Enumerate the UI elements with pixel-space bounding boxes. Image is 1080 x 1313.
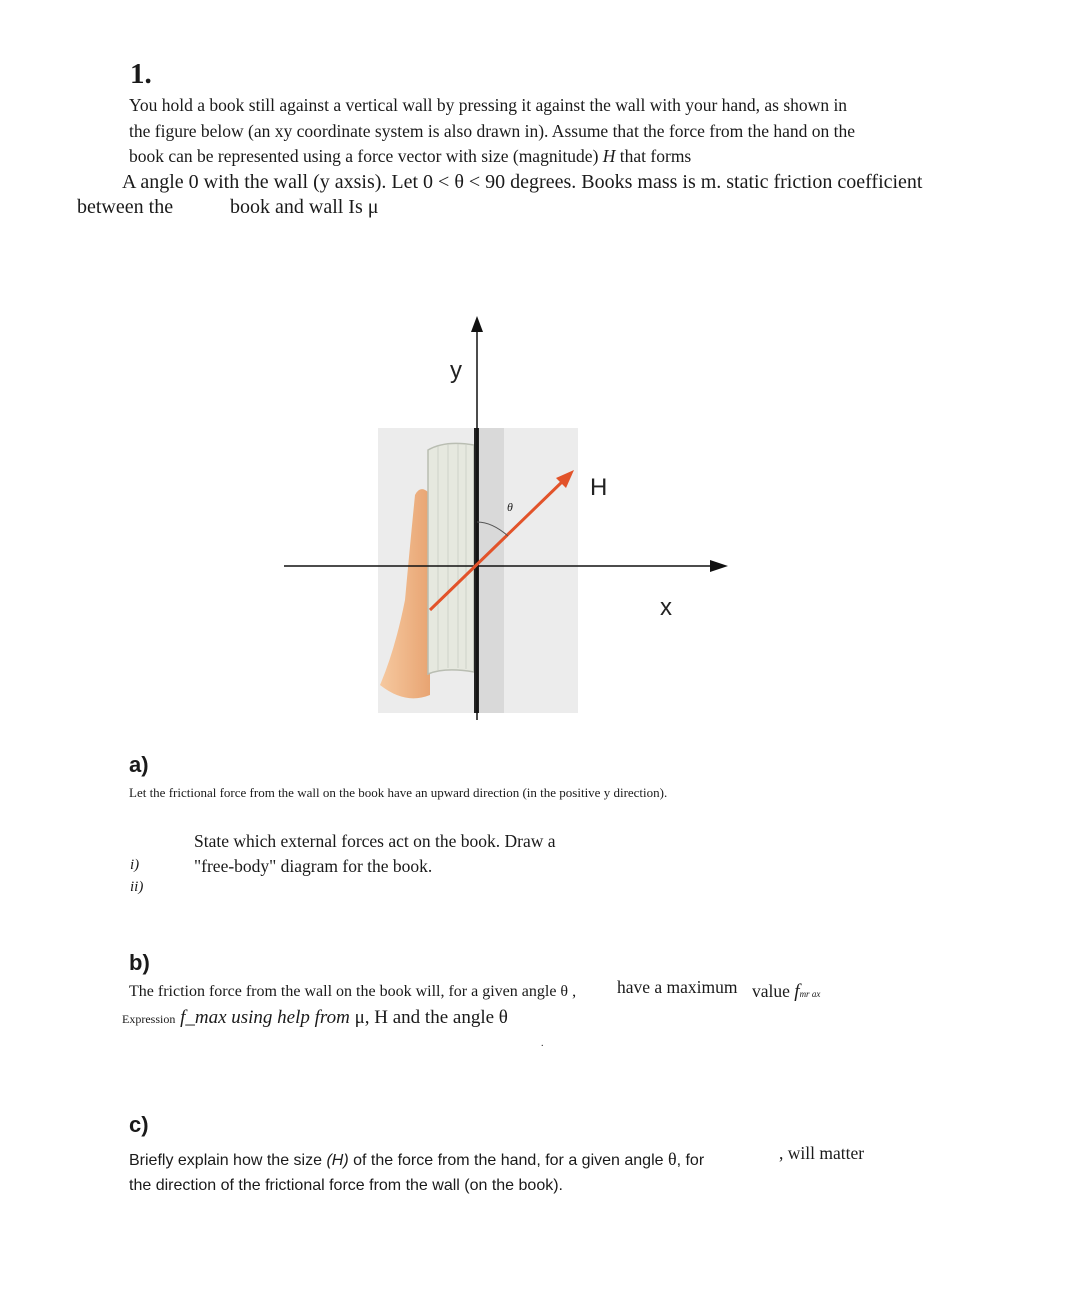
part-a-item-i: i) — [130, 857, 140, 873]
part-b-line-1-b: have a maximum — [617, 977, 738, 997]
part-b-dot: . — [541, 1038, 544, 1049]
force-label: H — [590, 474, 608, 501]
x-axis-label: x — [660, 594, 672, 621]
intro-var-h: H — [602, 146, 616, 166]
intro-line-5a: between the — [77, 196, 174, 218]
part-b-line-2 — [122, 1007, 508, 1029]
intro-line-3 — [129, 146, 691, 167]
part-c-line-1-c: , for — [676, 1152, 705, 1169]
y-axis-label: y — [450, 357, 462, 384]
part-b-heading: b) — [129, 950, 150, 975]
part-c-theta: θ — [667, 1149, 677, 1169]
book-wall-figure — [270, 300, 740, 735]
y-axis-arrowhead — [471, 316, 483, 332]
part-b-variables: μ, H and the angle θ — [354, 1007, 508, 1028]
intro-line-5b: book and wall Is μ — [230, 196, 379, 218]
part-b-fmax-f: f — [794, 981, 800, 1002]
part-a-task-line-2: "free-body" diagram for the book. — [194, 856, 433, 876]
part-b-line-1-c — [752, 981, 820, 1003]
intro-line-3-start: book can be represented using a force vector with size (magnitude) — [129, 146, 603, 166]
part-c-line-1 — [129, 1149, 704, 1170]
x-axis-arrowhead — [710, 560, 728, 572]
intro-line-4: A angle 0 with the wall (y axsis). Let 0 < θ < 90 degrees. Books mass is m. static friction coefficient — [122, 171, 923, 193]
angle-label: θ — [507, 500, 513, 514]
part-b-line-1: The friction force from the wall on the book will, for a given angle θ , — [129, 983, 577, 1000]
problem-number: 1. — [130, 58, 152, 90]
part-c-line-1-b: of the force from the hand, for a given angle — [348, 1152, 668, 1169]
part-b-fmax-using: f_max using help from — [180, 1007, 350, 1028]
wall-shade — [476, 428, 504, 713]
part-c-heading: c) — [129, 1112, 149, 1137]
part-a-heading: a) — [129, 752, 149, 777]
part-c-var-h: (H) — [326, 1152, 349, 1169]
intro-line-3-end: that forms — [615, 146, 692, 166]
part-b-value-word: value — [752, 981, 790, 1001]
intro-line-1: You hold a book still against a vertical wall by pressing it against the wall with your hand, as shown in — [129, 95, 848, 115]
part-a-note: Let the frictional force from the wall on the book have an upward direction (in the positive y direction). — [129, 785, 668, 800]
part-b-fmax-sub: mr ax — [799, 989, 821, 999]
book-icon — [428, 443, 474, 674]
part-b-expression: Expression — [122, 1012, 176, 1026]
part-c-line-2: the direction of the frictional force from the wall (on the book). — [129, 1177, 563, 1194]
intro-line-2: the figure below (an xy coordinate system is also drawn in). Assume that the force from the hand on the — [129, 121, 856, 141]
part-c-line-1-a: Briefly explain how the size — [129, 1152, 327, 1169]
part-a-task-line-1: State which external forces act on the book. Draw a — [194, 831, 556, 851]
part-c-line-1-d: , will matter — [779, 1143, 865, 1163]
part-a-item-ii: ii) — [130, 879, 144, 895]
